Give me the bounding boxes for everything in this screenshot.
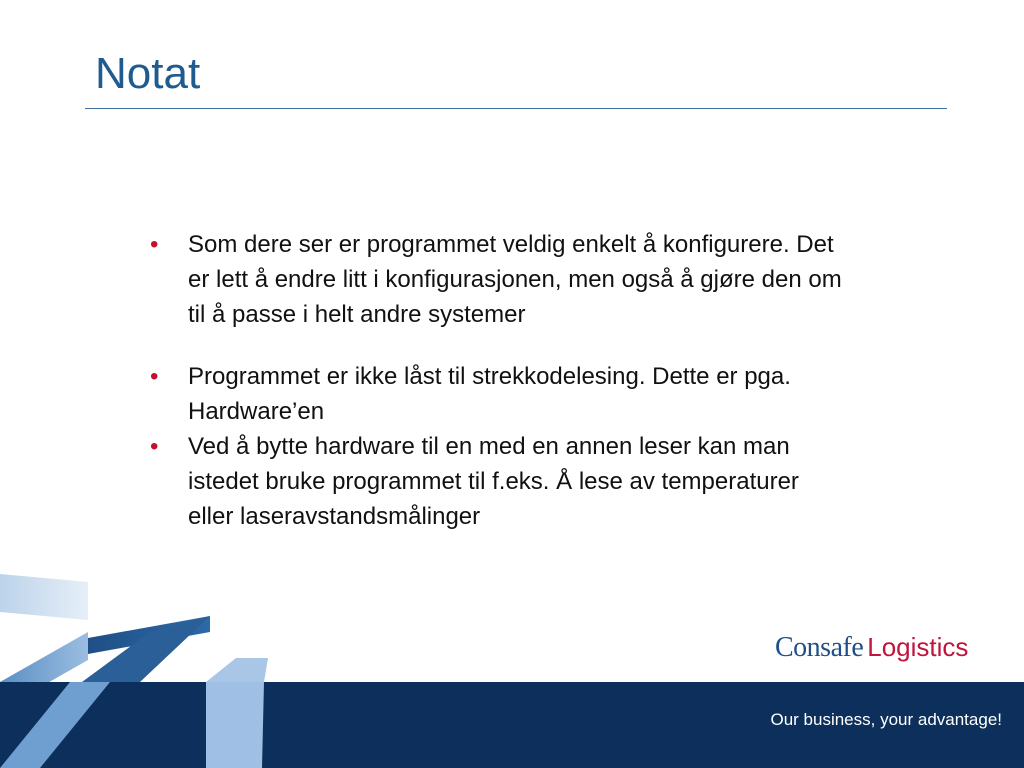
logo-logistics-text: Logistics bbox=[867, 632, 969, 662]
tagline: Our business, your advantage! bbox=[770, 710, 1002, 729]
logo-consafe-text: Consafe bbox=[775, 632, 864, 663]
bullet-text: Ved å bytte hardware til en med en annen leser kan man istedet bruke programmet til f.eks. Å lese av temperaturer eller laseravstandsmålinger bbox=[188, 433, 799, 530]
bullet-list bbox=[150, 227, 850, 534]
bullet-text: Som dere ser er programmet veldig enkelt å konfigurere. Det er lett å endre litt i konfigurasjonen, men også å gjøre den om til å passe i helt andre systemer bbox=[188, 231, 842, 328]
bullet-marker-icon: • bbox=[150, 231, 159, 258]
footer-stripe-left-shape bbox=[0, 682, 110, 768]
title-divider bbox=[85, 108, 947, 109]
footer-stripes bbox=[0, 682, 300, 768]
footer-stripe-right-shape bbox=[206, 682, 264, 768]
bullet-item bbox=[150, 359, 850, 429]
bullet-item bbox=[150, 227, 850, 332]
bullet-marker-icon: • bbox=[150, 433, 159, 460]
bullet-marker-icon: • bbox=[150, 363, 159, 390]
slide-title: Notat bbox=[95, 49, 201, 98]
stripe-right-shape bbox=[206, 658, 268, 682]
bullet-item bbox=[150, 429, 850, 534]
stripe-light-shape bbox=[0, 574, 88, 620]
bullet-text: Programmet er ikke låst til strekkodelesing. Dette er pga. Hardware’en bbox=[188, 363, 791, 425]
company-logo bbox=[775, 632, 968, 664]
